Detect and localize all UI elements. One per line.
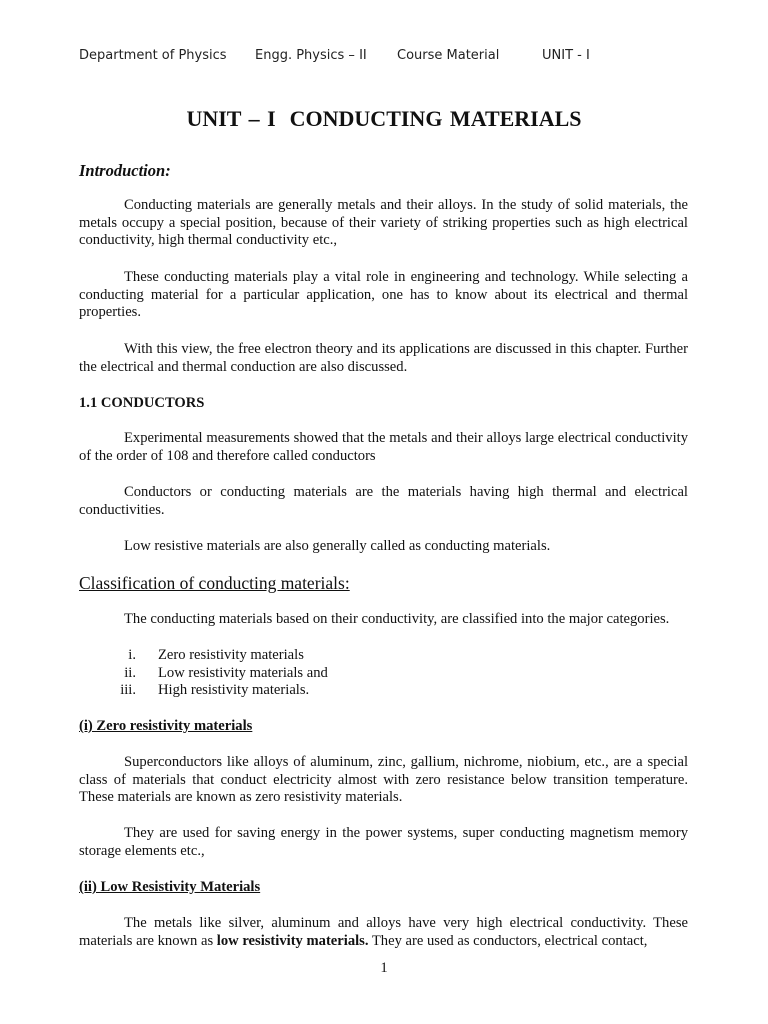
- list-item: [100, 665, 328, 682]
- header-material: Course Material: [397, 48, 500, 63]
- zero-paragraph-2: They are used for saving energy in the power systems, super conducting magnetism memory storage elements etc.,: [79, 825, 688, 859]
- page-title: [0, 106, 768, 132]
- low-resistivity-term: low resistivity materials.: [216, 932, 369, 949]
- list-item-number: iii.: [120, 682, 136, 698]
- low-paragraph-1: [79, 915, 688, 950]
- header-unit: UNIT - I: [542, 48, 590, 63]
- low-paragraph-text-end: They are used as conductors, electrical contact,: [368, 932, 648, 949]
- list-item-number: ii.: [124, 665, 136, 681]
- zero-resistivity-heading: (i) Zero resistivity materials: [79, 718, 253, 734]
- running-header: [79, 48, 708, 68]
- low-paragraph-text: The metals like silver, aluminum and alloys have very high electrical conductivity. These materials are known as: [79, 915, 688, 949]
- list-item-text: High resistivity materials.: [158, 682, 310, 698]
- header-subject: Engg. Physics – II: [255, 48, 367, 63]
- classification-heading: Classification of conducting materials:: [79, 573, 350, 593]
- conductors-paragraph-2: Conductors or conducting materials are the materials having high thermal and electrical conductivities.: [79, 484, 688, 518]
- list-item-number: i.: [128, 647, 136, 663]
- intro-paragraph-2: These conducting materials play a vital role in engineering and technology. While selecting a conducting material for a particular application, one has to know about its electrical and thermal properties.: [79, 269, 688, 320]
- list-item-text: Zero resistivity materials: [158, 647, 304, 663]
- conductors-paragraph-1: Experimental measurements showed that the metals and their alloys large electrical conductivity of the order of 108 and therefore called conductors: [79, 430, 688, 464]
- conductors-paragraph-3: Low resistive materials are also generally called as conducting materials.: [124, 538, 551, 554]
- zero-paragraph-1: Superconductors like alloys of aluminum, zinc, gallium, nichrome, niobium, etc., are a special class of materials that conduct electricity almost with zero resistance below transition temperature. These materials are known as zero resistivity materials.: [79, 754, 688, 805]
- list-item: [100, 682, 309, 699]
- intro-paragraph-1: Conducting materials are generally metals and their alloys. In the study of solid materials, the metals occupy a special position, because of their variety of striking properties such as high electrical conductivity, high thermal conductivity etc.,: [79, 197, 688, 248]
- classification-intro: The conducting materials based on their conductivity, are classified into the major categories.: [124, 611, 670, 627]
- intro-paragraph-3: With this view, the free electron theory and its applications are discussed in this chapter. Further the electrical and thermal conduction are also discussed.: [79, 341, 688, 375]
- header-department: Department of Physics: [79, 48, 227, 63]
- title-unit: UNIT – I: [186, 106, 276, 131]
- page-number: 1: [380, 960, 388, 976]
- conductors-heading: 1.1 CONDUCTORS: [79, 395, 205, 411]
- list-item: [100, 647, 304, 664]
- introduction-heading: Introduction:: [79, 161, 171, 180]
- list-item-text: Low resistivity materials and: [158, 665, 328, 681]
- title-topic: CONDUCTING MATERIALS: [289, 106, 582, 131]
- low-resistivity-heading: (ii) Low Resistivity Materials: [79, 879, 261, 895]
